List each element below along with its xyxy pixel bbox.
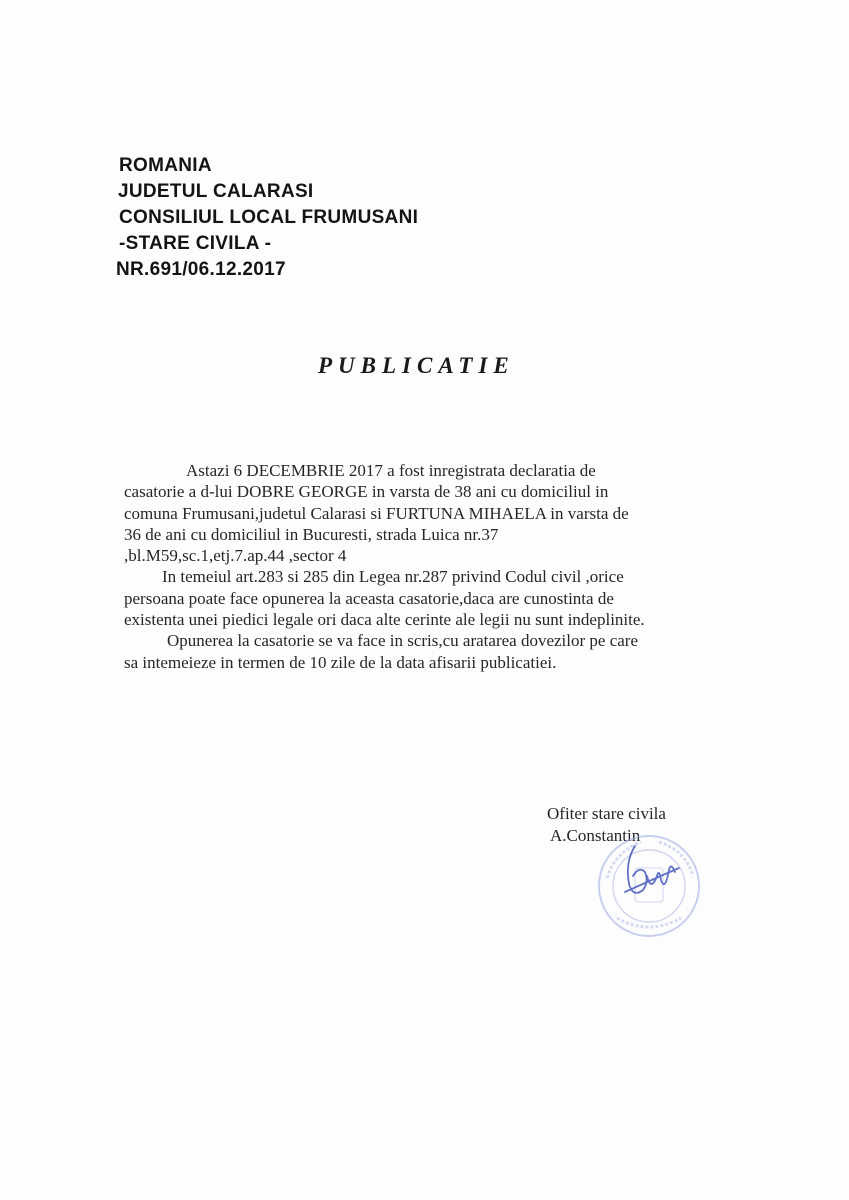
official-seal-icon (595, 832, 703, 940)
body-line: existenta unei piedici legale ori daca alte cerinte ale legii nu sunt indeplinite. (124, 610, 645, 630)
body-line: persoana poate face opunerea la aceasta casatorie,daca are cunostinta de (124, 588, 614, 608)
signature-role: Ofiter stare civila (547, 804, 666, 823)
body-line: 36 de ani cu domiciliul in Bucuresti, strada Luica nr.37 (124, 524, 499, 544)
body-line: In temeiul art.283 si 285 din Legea nr.287 privind Codul civil ,orice (162, 567, 624, 587)
body-line: casatorie a d-lui DOBRE GEORGE in varsta de 38 ani cu domiciliul in (124, 482, 609, 502)
document-title: PUBLICATIE (318, 353, 515, 378)
document-header (116, 153, 418, 283)
header-registration-number: NR.691/06.12.2017 (116, 259, 286, 280)
header-council: CONSILIUL LOCAL FRUMUSANI (119, 207, 419, 228)
body-line: Opunerea la casatorie se va face in scris,cu aratarea dovezilor pe care (167, 631, 638, 651)
body-line: ,bl.M59,sc.1,etj.7.ap.44 ,sector 4 (124, 546, 347, 566)
signature-name: A.Constantin (550, 826, 641, 845)
body-line: Astazi 6 DECEMBRIE 2017 a fost inregistrata declaratia de (186, 461, 596, 480)
document-body (124, 460, 744, 673)
header-country: ROMANIA (119, 155, 212, 176)
header-county: JUDETUL CALARASI (118, 181, 314, 202)
body-line: sa intemeieze in termen de 10 zile de la data afisarii publicatiei. (124, 652, 557, 672)
body-line: comuna Frumusani,judetul Calarasi si FURTUNA MIHAELA in varsta de (124, 503, 629, 523)
header-department: -STARE CIVILA - (119, 233, 272, 254)
